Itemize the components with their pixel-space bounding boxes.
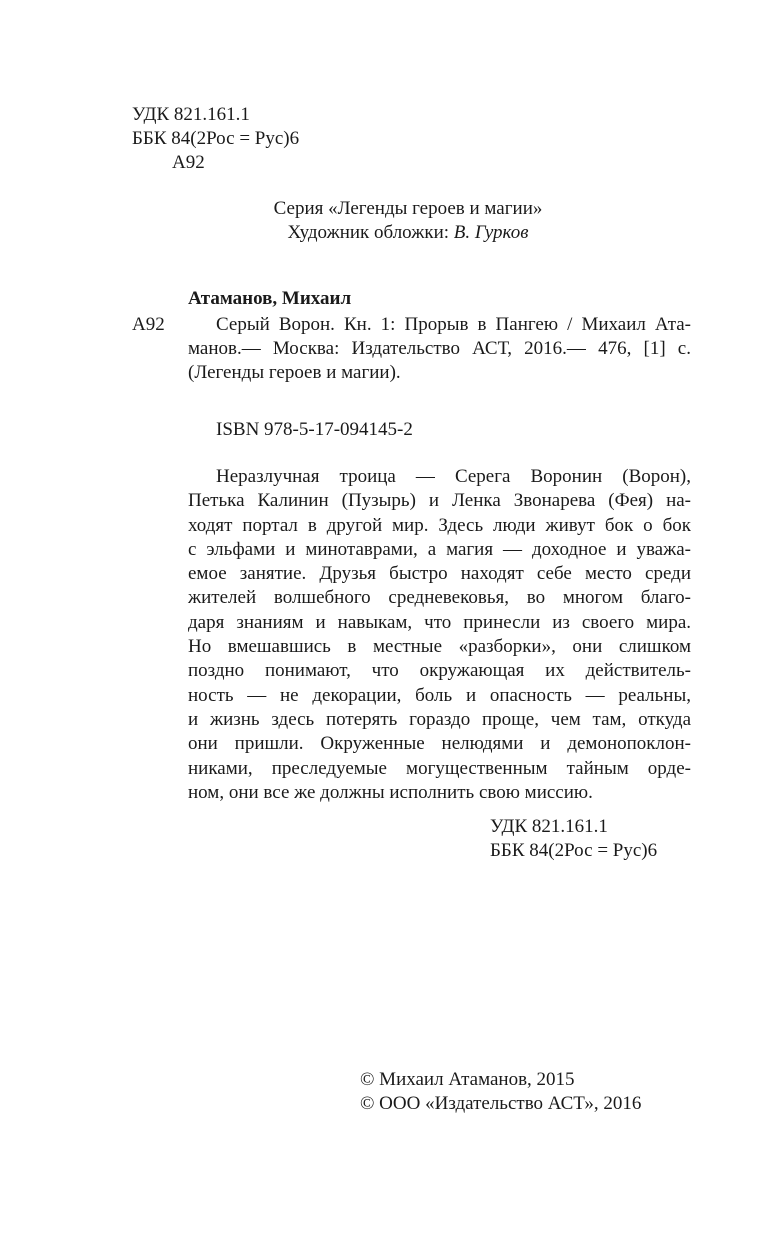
series-line: Серия «Легенды героев и магии»: [273, 198, 543, 219]
annotation-line: никами, преследуемые могущественным тайным орде-: [188, 757, 691, 779]
cover-artist-name: В. Гурков: [453, 222, 529, 243]
bbk-code: ББК 84(2Рос = Рус)6: [132, 128, 300, 149]
copyright-publisher: © ООО «Издательство АСТ», 2016: [360, 1093, 642, 1114]
description-line: Серый Ворон. Кн. 1: Прорыв в Пангею / Михаил Ата-: [216, 314, 691, 335]
isbn: ISBN 978-5-17-094145-2: [216, 419, 413, 440]
cover-artist-label: Художник обложки:: [287, 222, 454, 243]
annotation-line: поздно понимают, что окружающая их действитель-: [188, 660, 691, 682]
annotation-line: ном, они все же должны исполнить свою миссию.: [188, 781, 593, 803]
copyright-author: © Михаил Атаманов, 2015: [360, 1069, 575, 1090]
author-sign: А92: [172, 152, 205, 173]
annotation-line: Петька Калинин (Пузырь) и Ленка Звонарева (Фея) на-: [188, 490, 691, 512]
annotation-line: и жизнь здесь потерять гораздо проще, чем там, откуда: [188, 708, 691, 730]
description-line: (Легенды героев и магии).: [188, 362, 401, 383]
bbk-code: ББК 84(2Рос = Рус)6: [490, 840, 658, 861]
annotation-line: Но вмешавшись в местные «разборки», они слишком: [188, 636, 691, 658]
copyright-notice: [360, 1068, 641, 1116]
bibliographic-description: [188, 313, 691, 385]
series-info: [188, 197, 628, 245]
classification-codes-top: [132, 103, 299, 175]
annotation-line: ность — не декорации, боль и опасность — реальны,: [188, 684, 691, 706]
annotation-line: Неразлучная троица — Серега Воронин (Ворон),: [216, 466, 691, 487]
author-sign-side: А92: [132, 314, 165, 335]
description-line: манов.— Москва: Издательство АСТ, 2016.— 476, [1] с.: [188, 338, 691, 359]
annotation-line: с эльфами и минотаврами, а магия — доходное и уважа-: [188, 538, 691, 560]
author-heading: Атаманов, Михаил: [188, 288, 352, 309]
cover-artist: [188, 221, 628, 245]
classification-codes-bottom: [490, 815, 657, 863]
annotation-line: они пришли. Окруженные нелюдями и демонопоклон-: [188, 733, 691, 755]
annotation: [188, 465, 691, 805]
annotation-line: ходят портал в другой мир. Здесь люди живут бок о бок: [188, 514, 691, 536]
annotation-line: емое занятие. Друзья быстро находят себе место среди: [188, 563, 691, 585]
udk-code: УДК 821.161.1: [132, 104, 250, 125]
udk-code: УДК 821.161.1: [490, 816, 608, 837]
annotation-line: даря знаниям и навыкам, что принесли из своего мира.: [188, 611, 691, 633]
annotation-line: жителей волшебного средневековья, во многом благо-: [188, 587, 691, 609]
